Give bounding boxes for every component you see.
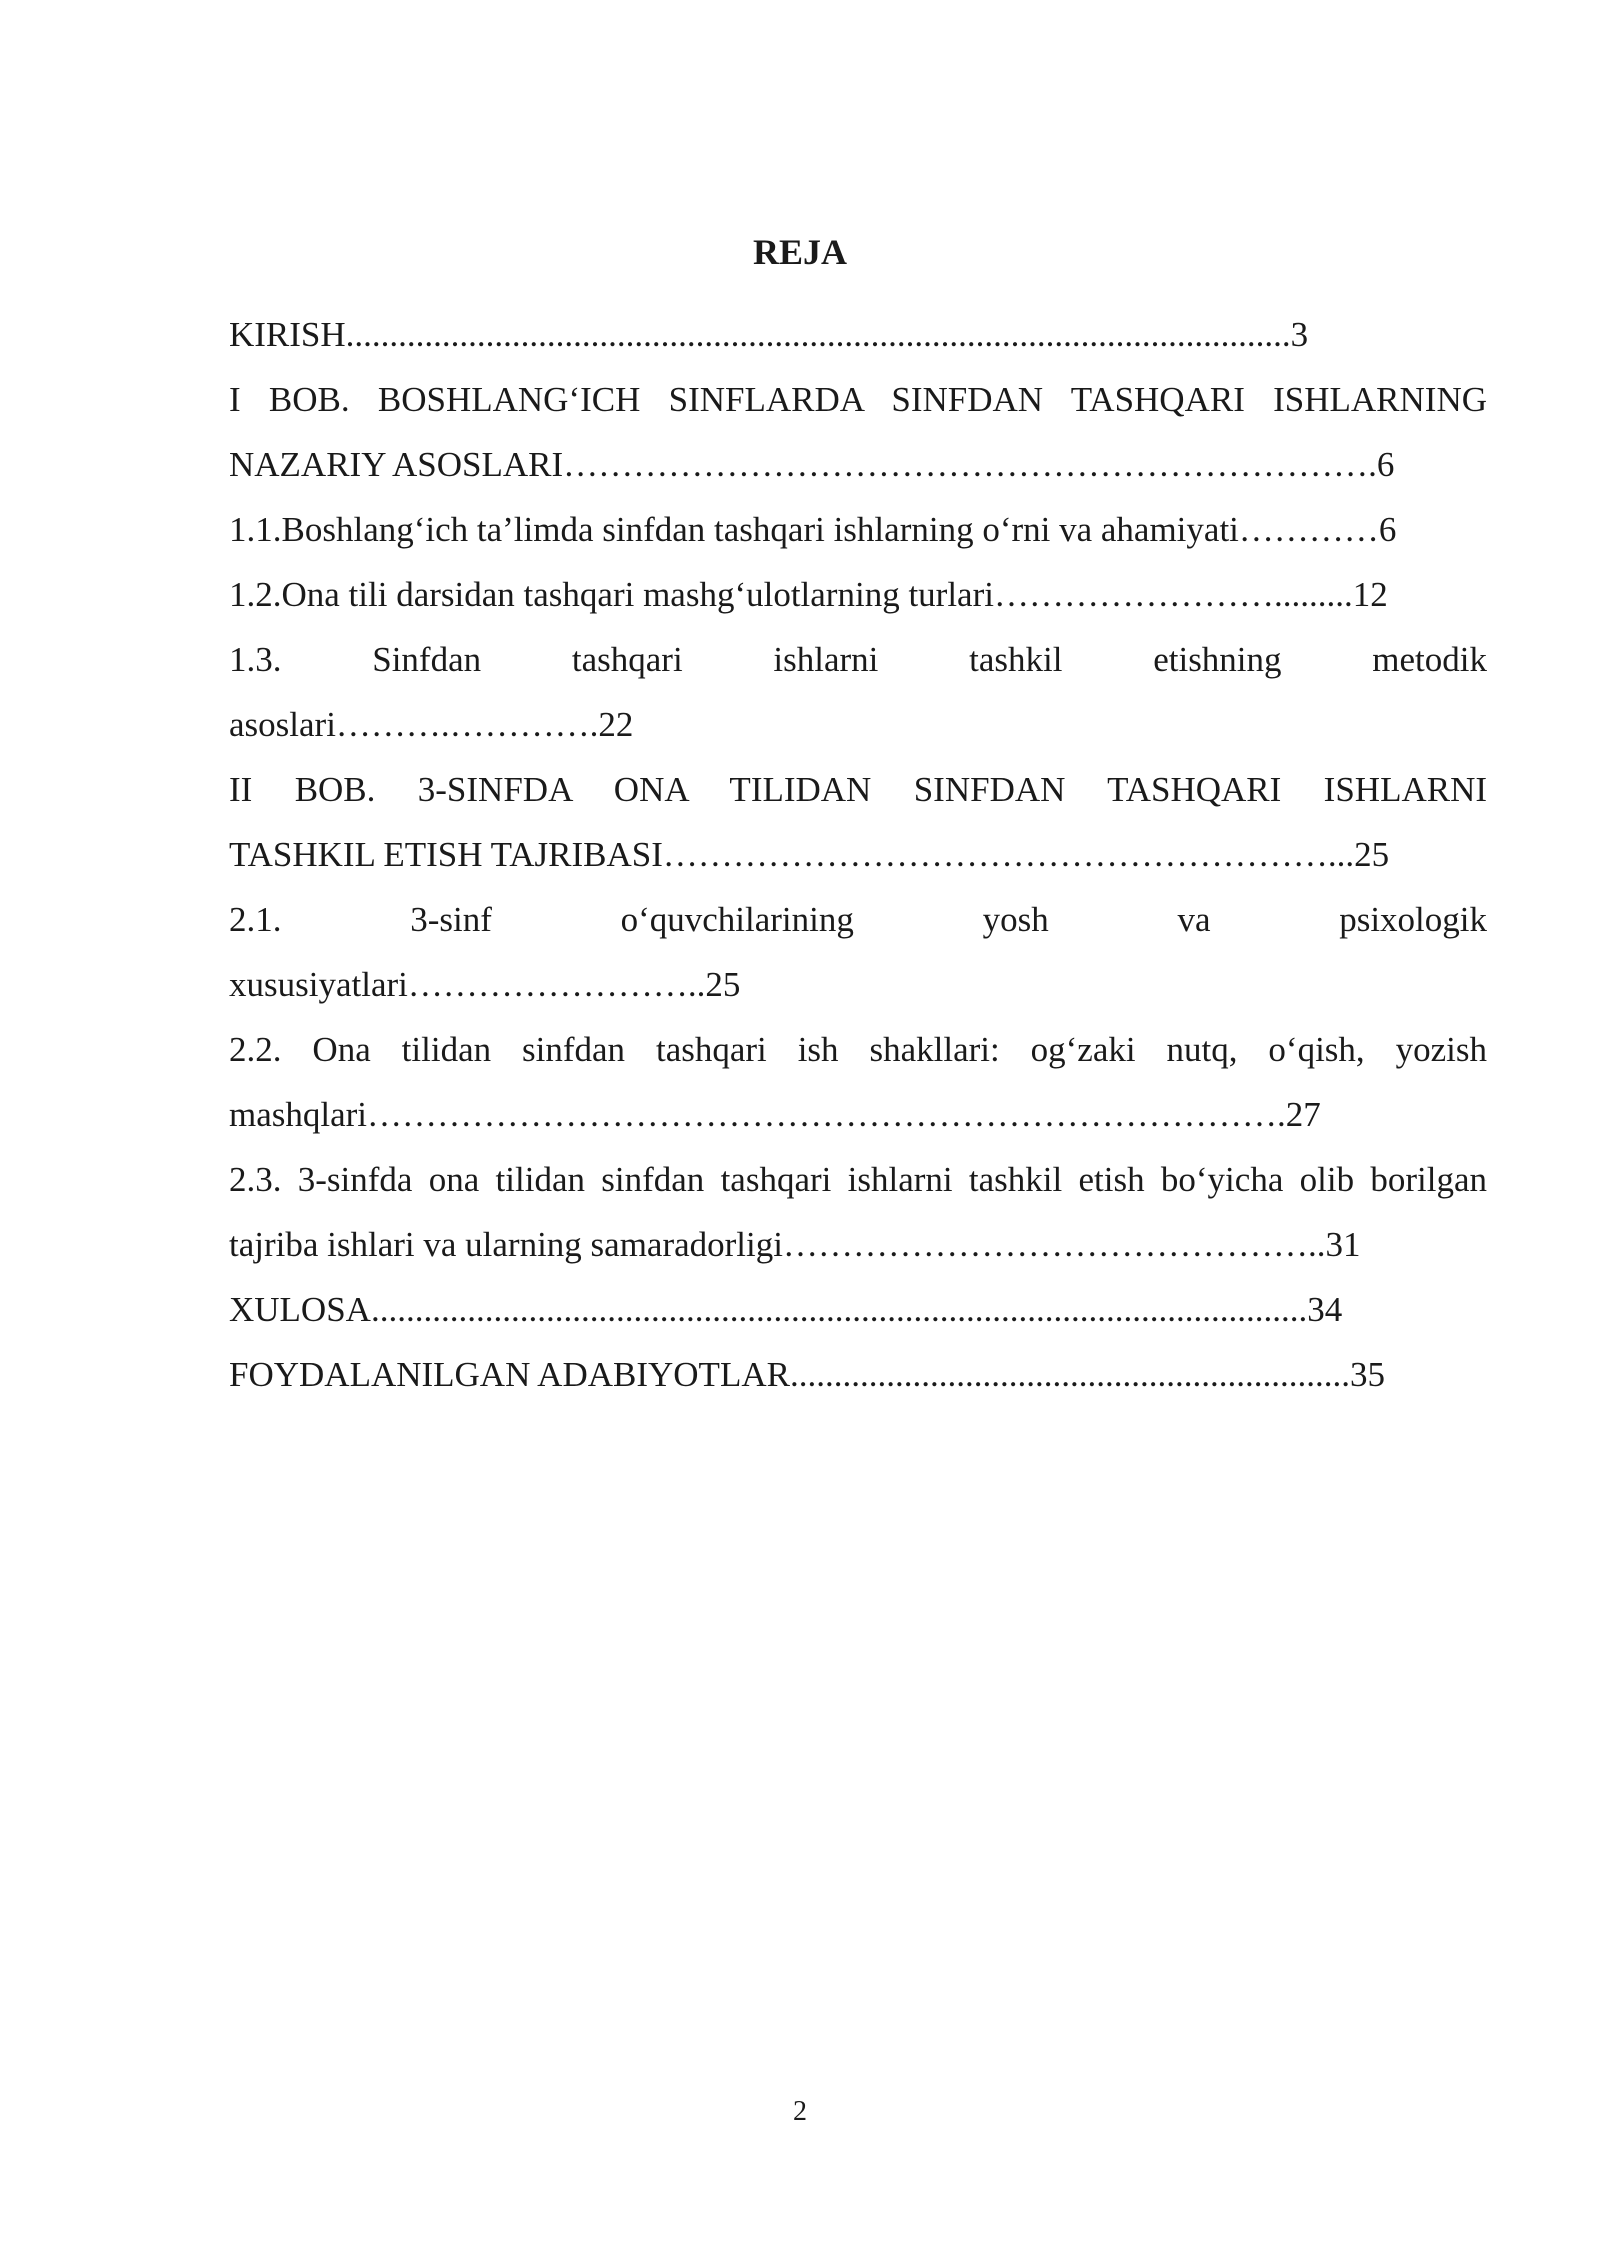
toc-line-2-3-b: tajriba ishlari va ularning samaradorligi………………………………………..31 [229,1225,1361,1264]
page-number: 2 [793,2096,807,2127]
toc-line-1-1: 1.1.Boshlang‘ich ta’limda sinfdan tashqari ishlarning o‘rni va ahamiyati…………6 [229,510,1397,549]
toc-line-kirish: KIRISH............................................................................................................3 [229,315,1309,354]
toc-line-2-1-b: xususiyatlari……………………..25 [229,965,741,1004]
toc-line-2-1-a: 2.1. 3-sinf o‘quvchilarining yosh va psixologik [229,900,1487,939]
toc-line-2-2-a: 2.2. Ona tilidan sinfdan tashqari ish shakllari: og‘zaki nutq, o‘qish, yozish [229,1030,1487,1069]
toc-line-bob1-a: I BOB. BOSHLANG‘ICH SINFLARDA SINFDAN TASHQARI ISHLARNING [229,380,1487,419]
toc-line-xulosa: XULOSA...........................................................................................................34 [229,1290,1343,1329]
toc-line-2-3-a: 2.3. 3-sinfda ona tilidan sinfdan tashqari ishlarni tashkil etish bo‘yicha olib borilgan [229,1160,1487,1199]
toc-line-1-2: 1.2.Ona tili darsidan tashqari mashg‘ulotlarning turlari…………………….........12 [229,575,1388,614]
page-title: REJA [752,232,847,272]
toc-line-1-3-a: 1.3. Sinfdan tashqari ishlarni tashkil etishning metodik [229,640,1487,679]
table-of-contents [229,302,1487,1407]
toc-line-bob2-a: II BOB. 3-SINFDA ONA TILIDAN SINFDAN TASHQARI ISHLARNI [229,770,1487,809]
toc-line-bob2-b: TASHKIL ETISH TAJRIBASI…………………………………………………...25 [229,835,1390,874]
toc-line-1-3-b: asoslari……….………….22 [229,705,634,744]
toc-line-2-2-b: mashqlari…………………………………………………………………….27 [229,1095,1321,1134]
toc-line-bob1-b: NAZARIY ASOSLARI…………………………………………………………….6 [229,445,1395,484]
toc-line-adabiyotlar: FOYDALANILGAN ADABIYOTLAR................................................................35 [229,1355,1385,1394]
